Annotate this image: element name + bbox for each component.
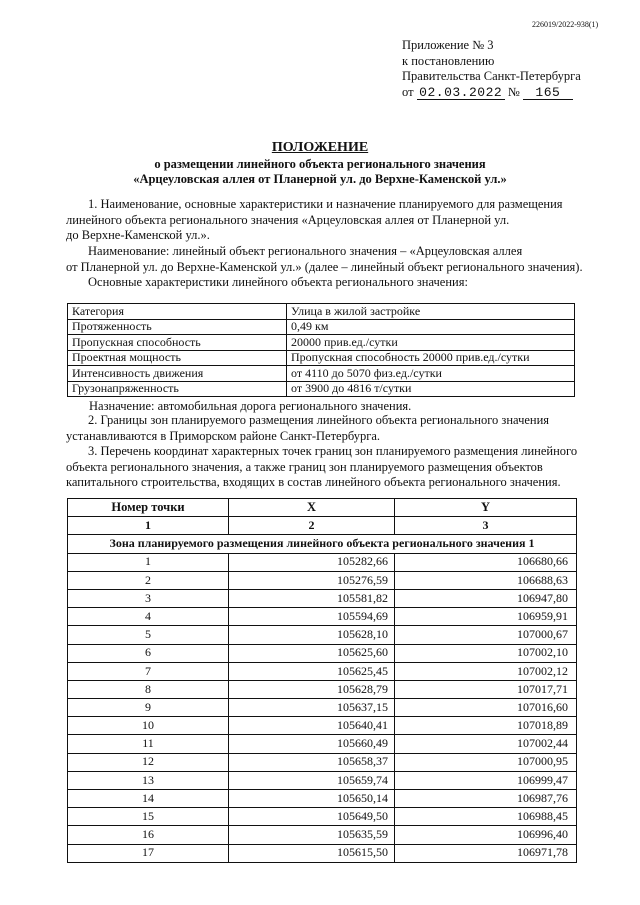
coordinate-y: 107000,95 bbox=[395, 753, 577, 771]
coordinate-row bbox=[68, 571, 577, 589]
coordinate-y: 106987,76 bbox=[395, 790, 577, 808]
point-number: 8 bbox=[68, 680, 229, 698]
doc-subtitle: о размещении линейного объекта регионального значения bbox=[154, 157, 486, 171]
purpose-text: Назначение: автомобильная дорога регионального значения. bbox=[89, 399, 412, 413]
point-number: 12 bbox=[68, 753, 229, 771]
point-number: 15 bbox=[68, 808, 229, 826]
coordinate-row bbox=[68, 680, 577, 698]
coordinate-y: 106688,63 bbox=[395, 571, 577, 589]
coordinate-y: 107016,60 bbox=[395, 699, 577, 717]
appendix-line-1: Приложение № 3 bbox=[402, 38, 494, 52]
characteristic-row bbox=[68, 304, 575, 320]
column-number-3: 3 bbox=[395, 517, 577, 535]
column-number-2: 2 bbox=[229, 517, 395, 535]
paragraph-2-line-1: 2. Границы зон планируемого размещения линейного объекта регионального значения bbox=[88, 413, 550, 427]
point-number: 14 bbox=[68, 790, 229, 808]
characteristic-label: Протяженность bbox=[68, 319, 287, 335]
coordinate-x: 105628,79 bbox=[229, 680, 395, 698]
characteristic-value: 0,49 км bbox=[287, 319, 575, 335]
characteristic-row bbox=[68, 381, 575, 397]
coordinate-y: 106999,47 bbox=[395, 771, 577, 789]
coordinate-row bbox=[68, 735, 577, 753]
zone-title: Зона планируемого размещения линейного объекта регионального значения 1 bbox=[68, 535, 577, 553]
coordinates-table bbox=[67, 498, 577, 863]
characteristic-row bbox=[68, 350, 575, 366]
appendix-line-2: к постановлению bbox=[402, 53, 495, 68]
point-number: 5 bbox=[68, 626, 229, 644]
coordinate-x: 105625,45 bbox=[229, 662, 395, 680]
point-number: 16 bbox=[68, 826, 229, 844]
coordinate-row bbox=[68, 771, 577, 789]
characteristics-intro: Основные характеристики линейного объекта регионального значения: bbox=[88, 275, 468, 289]
coordinate-y: 107002,12 bbox=[395, 662, 577, 680]
characteristic-row bbox=[68, 366, 575, 382]
coordinate-y: 107017,71 bbox=[395, 680, 577, 698]
point-number: 6 bbox=[68, 644, 229, 662]
characteristic-label: Проектная мощность bbox=[68, 350, 287, 366]
point-number: 1 bbox=[68, 553, 229, 571]
decree-date: 02.03.2022 bbox=[417, 86, 505, 100]
zone-row bbox=[68, 535, 577, 553]
point-number: 4 bbox=[68, 608, 229, 626]
coordinate-row bbox=[68, 662, 577, 680]
coordinate-x: 105276,59 bbox=[229, 571, 395, 589]
coordinate-row bbox=[68, 589, 577, 607]
coordinate-y: 106996,40 bbox=[395, 826, 577, 844]
coordinate-y: 106959,91 bbox=[395, 608, 577, 626]
characteristic-value: Улица в жилой застройке bbox=[287, 304, 575, 320]
coordinate-row bbox=[68, 699, 577, 717]
paragraph-3 bbox=[66, 444, 582, 491]
coordinate-row bbox=[68, 826, 577, 844]
paragraph-3-line-3: капитального строительства, входящих в состав линейного объекта регионального значения. bbox=[66, 475, 561, 489]
coordinate-x: 105628,10 bbox=[229, 626, 395, 644]
paragraph-name-line-1: Наименование: линейный объект регионального значения – «Арцеуловская аллея bbox=[88, 244, 523, 258]
header-y: Y bbox=[395, 499, 577, 517]
coordinate-y: 107018,89 bbox=[395, 717, 577, 735]
characteristic-value: 20000 прив.ед./сутки bbox=[287, 335, 575, 351]
coordinate-row bbox=[68, 626, 577, 644]
appendix-block bbox=[402, 38, 581, 100]
coordinate-x: 105658,37 bbox=[229, 753, 395, 771]
point-number: 11 bbox=[68, 735, 229, 753]
paragraph-1-line-2: линейного объекта регионального значения «Арцеуловская аллея от Планерной ул. bbox=[66, 212, 510, 227]
coordinate-x: 105649,50 bbox=[229, 808, 395, 826]
coordinate-x: 105635,59 bbox=[229, 826, 395, 844]
coordinate-y: 106988,45 bbox=[395, 808, 577, 826]
coordinate-y: 107000,67 bbox=[395, 626, 577, 644]
coordinate-y: 106947,80 bbox=[395, 589, 577, 607]
number-label: № bbox=[507, 84, 520, 99]
column-number-1: 1 bbox=[68, 517, 229, 535]
appendix-date-line bbox=[402, 85, 581, 101]
coordinate-y: 107002,10 bbox=[395, 644, 577, 662]
coordinate-x: 105594,69 bbox=[229, 608, 395, 626]
characteristic-value: от 3900 до 4816 т/сутки bbox=[287, 381, 575, 397]
paragraph-1 bbox=[66, 197, 582, 244]
point-number: 7 bbox=[68, 662, 229, 680]
coordinate-x: 105637,15 bbox=[229, 699, 395, 717]
coordinate-row bbox=[68, 608, 577, 626]
header-point-number: Номер точки bbox=[68, 499, 229, 517]
coordinate-y: 106971,78 bbox=[395, 844, 577, 862]
characteristic-row bbox=[68, 335, 575, 351]
coordinate-y: 106680,66 bbox=[395, 553, 577, 571]
coordinate-row bbox=[68, 808, 577, 826]
characteristic-row bbox=[68, 319, 575, 335]
coordinate-x: 105640,41 bbox=[229, 717, 395, 735]
paragraph-1-line-3: до Верхне-Каменской ул.». bbox=[66, 228, 210, 242]
coordinate-row bbox=[68, 790, 577, 808]
coordinate-x: 105625,60 bbox=[229, 644, 395, 662]
appendix-line-3: Правительства Санкт-Петербурга bbox=[402, 69, 581, 83]
characteristic-label: Грузонапряженность bbox=[68, 381, 287, 397]
coordinate-row bbox=[68, 717, 577, 735]
characteristic-label: Пропускная способность bbox=[68, 335, 287, 351]
coordinate-row bbox=[68, 553, 577, 571]
coordinate-x: 105659,74 bbox=[229, 771, 395, 789]
coordinate-row bbox=[68, 644, 577, 662]
characteristic-value: от 4110 до 5070 физ.ед./сутки bbox=[287, 366, 575, 382]
point-number: 17 bbox=[68, 844, 229, 862]
decree-number: 165 bbox=[523, 86, 573, 100]
characteristic-label: Категория bbox=[68, 304, 287, 320]
coordinate-row bbox=[68, 753, 577, 771]
paragraph-3-line-2: объекта регионального значения, а также границ зон планируемого размещения объектов bbox=[66, 459, 543, 474]
point-number: 10 bbox=[68, 717, 229, 735]
paragraph-3-line-1: 3. Перечень координат характерных точек границ зон планируемого размещения линейного bbox=[88, 444, 578, 458]
doc-heading: ПОЛОЖЕНИЕ bbox=[271, 140, 369, 155]
point-number: 9 bbox=[68, 699, 229, 717]
coordinate-x: 105650,14 bbox=[229, 790, 395, 808]
coordinate-x: 105615,50 bbox=[229, 844, 395, 862]
characteristic-value: Пропускная способность 20000 прив.ед./сутки bbox=[287, 350, 575, 366]
paragraph-2 bbox=[66, 413, 582, 444]
point-number: 2 bbox=[68, 571, 229, 589]
paragraph-name-line-2: от Планерной ул. до Верхне-Каменской ул.» (далее – линейный объект регионального значения). bbox=[66, 259, 583, 274]
column-number-row bbox=[68, 517, 577, 535]
characteristics-table bbox=[67, 303, 575, 397]
from-label: от bbox=[402, 84, 414, 99]
header-x: X bbox=[229, 499, 395, 517]
coordinate-y: 107002,44 bbox=[395, 735, 577, 753]
paragraph-2-line-2: устанавливаются в Приморском районе Санкт-Петербурга. bbox=[66, 428, 381, 443]
coordinate-x: 105282,66 bbox=[229, 553, 395, 571]
coordinate-row bbox=[68, 844, 577, 862]
coordinate-x: 105660,49 bbox=[229, 735, 395, 753]
point-number: 13 bbox=[68, 771, 229, 789]
doc-object-name: «Арцеуловская аллея от Планерной ул. до Верхне-Каменской ул.» bbox=[133, 172, 507, 186]
paragraph-1-line-1: 1. Наименование, основные характеристики и назначение планируемого для размещения bbox=[88, 197, 563, 211]
characteristic-label: Интенсивность движения bbox=[68, 366, 287, 382]
document-id: 226019/2022-938(1) bbox=[532, 20, 599, 29]
coordinate-x: 105581,82 bbox=[229, 589, 395, 607]
paragraph-name bbox=[66, 244, 586, 275]
point-number: 3 bbox=[68, 589, 229, 607]
